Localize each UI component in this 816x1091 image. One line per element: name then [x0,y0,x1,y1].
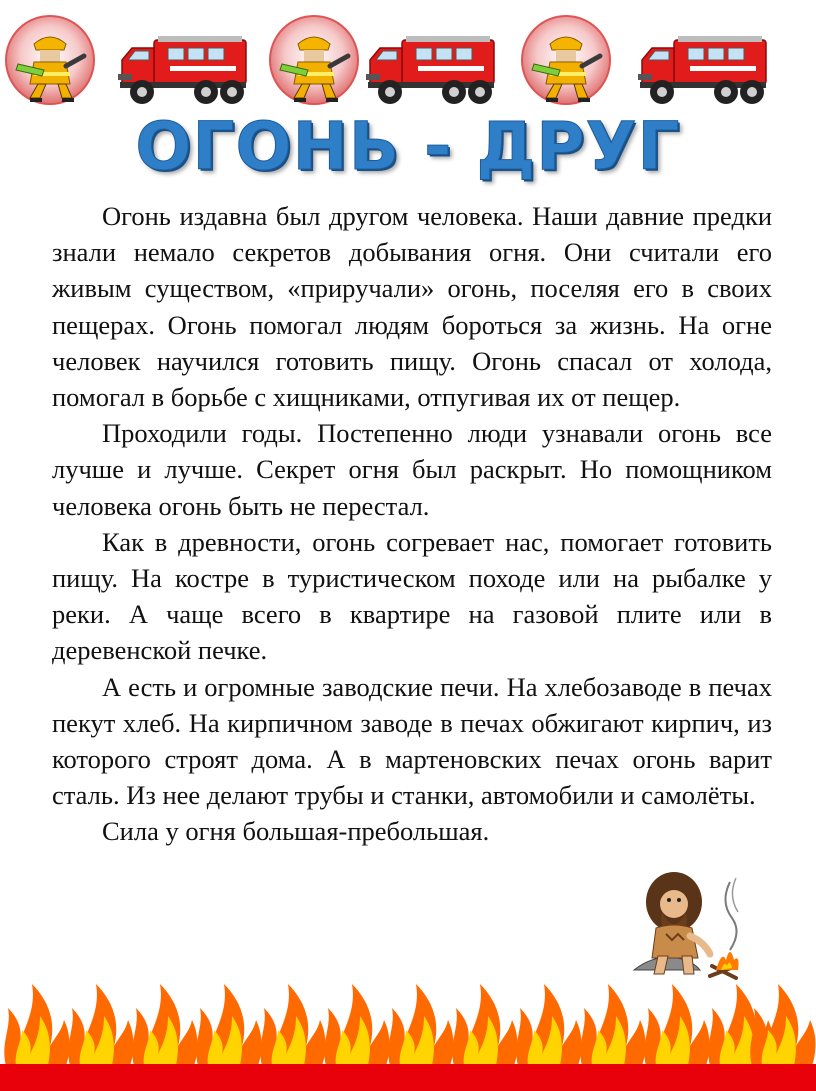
header-decorations [0,0,816,112]
firefighter-badge-icon [4,14,96,106]
article-body [52,198,772,850]
paragraph: Огонь издавна был другом человека. Наши давние предки знали немало секретов добывания огня. Они считали его живым существом, «приручали» огонь, поселяя его в своих пещерах. Огонь помогал людям бороться за жизнь. На огне человек научился готовить пищу. Огонь спасал от холода, помогал в борьбе с хищниками, отпугивая их от пещер. [52,201,772,413]
bottom-red-bar [0,1064,816,1091]
paragraph: А есть и огромные заводские печи. На хлебозаводе в печах пекут хлеб. На кирпичном заводе в печах обжигают кирпич, из которого строят дома. А в мартеновских печах огонь варит сталь. Из нее делают трубы и станки, автомобили и самолёты. [52,671,772,811]
paragraph: Сила у огня большая-пребольшая. [102,816,490,847]
firefighter-badge-icon [520,14,612,106]
fire-truck-icon [638,34,770,106]
caveman-campfire-icon [626,858,766,988]
paragraph: Проходили годы. Постепенно люди узнавали огонь все лучше и лучше. Секрет огня был раскрыт. Но помощником человека огонь быть не перестал. [52,418,772,521]
paragraph: Как в древности, огонь согревает нас, помогает готовить пищу. На костре в туристическом походе или на рыбалке у реки. А чаще всего в квартире на газовой плите или в деревенской печке. [52,526,772,666]
page-title: ОГОНЬ - ДРУГ [135,108,681,185]
firefighter-badge-icon [268,14,360,106]
fire-truck-icon [366,34,498,106]
fire-truck-icon [118,34,250,106]
flame-border-icon [0,972,816,1066]
